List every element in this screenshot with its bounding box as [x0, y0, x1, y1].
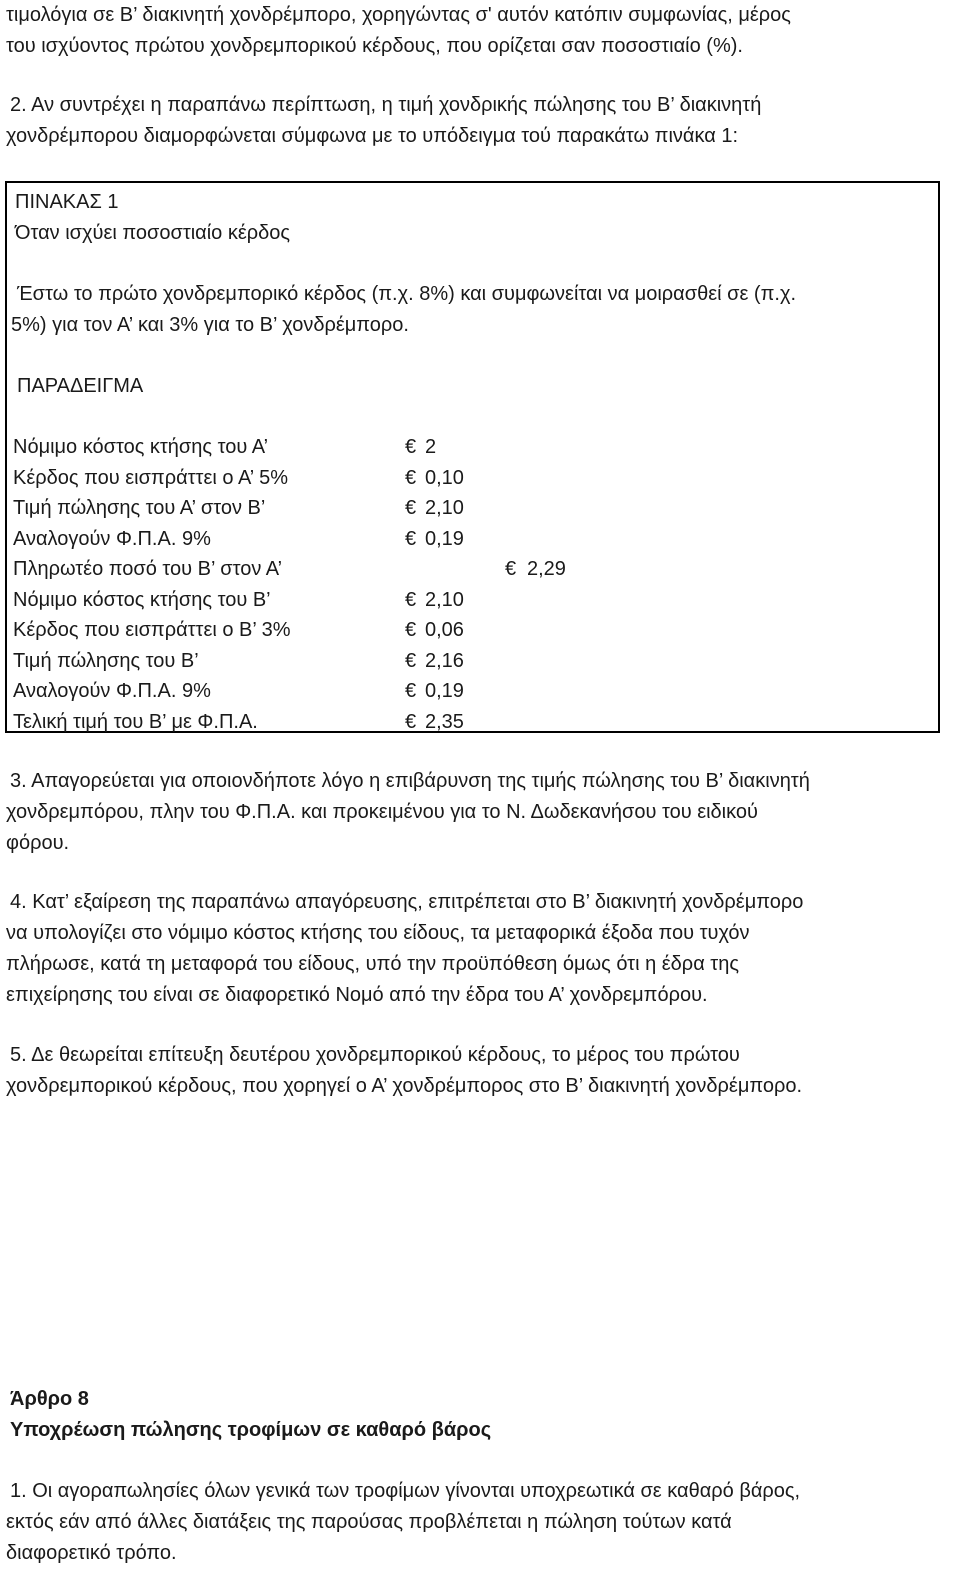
example-line: 5%) για τον Α’ και 3% για το Β’ χονδρέμπορο. — [11, 314, 409, 336]
table-row — [13, 463, 913, 494]
euro-icon: € — [405, 497, 417, 519]
example-line: Έστω το πρώτο χονδρεμπορικό κέρδος (π.χ. 8%) και συμφωνείται να μοιρασθεί σε (π.χ. — [17, 283, 797, 305]
euro-icon: € — [405, 588, 417, 611]
table-row — [13, 585, 913, 616]
example-heading: ΠΑΡΑΔΕΙΓΜΑ — [17, 375, 144, 397]
paragraph-line: διαφορετικό τρόπο. — [6, 1542, 177, 1564]
row-label: Αναλογούν Φ.Π.Α. 9% — [13, 680, 211, 702]
table-row — [13, 615, 913, 646]
row-label: Νόμιμο κόστος κτήσης του Α’ — [13, 436, 269, 458]
table-subtitle: Όταν ισχύει ποσοστιαίο κέρδος — [15, 222, 291, 244]
intro-line: του ισχύοντος πρώτου χονδρεμπορικού κέρδους, που ορίζεται σαν ποσοστιαίο (%). — [6, 35, 743, 57]
paragraph-3 — [6, 766, 946, 859]
article-title: Υποχρέωση πώλησης τροφίμων σε καθαρό βάρος — [10, 1419, 492, 1441]
euro-icon: € — [505, 558, 517, 580]
paragraph-line: χονδρεμπόρου, πλην του Φ.Π.Α. και προκειμένου για το Ν. Δωδεκανήσου του ειδικού — [6, 801, 758, 823]
euro-icon: € — [405, 436, 417, 458]
row-amount: 2,29 — [527, 558, 566, 580]
paragraph-line: 5. Δε θεωρείται επίτευξη δευτέρου χονδρεμπορικού κέρδους, το μέρος του πρώτου — [10, 1044, 740, 1066]
row-label: Τιμή πώλησης του Β’ — [13, 649, 199, 672]
table-row — [13, 524, 913, 555]
table-title: ΠΙΝΑΚΑΣ 1 — [15, 191, 119, 213]
row-label: Τελική τιμή του Β’ με Φ.Π.Α. — [13, 710, 258, 733]
table-row — [13, 432, 913, 463]
table-row — [13, 676, 913, 707]
euro-icon: € — [405, 619, 417, 641]
euro-icon: € — [405, 527, 417, 550]
table-row — [13, 493, 913, 524]
row-label: Τιμή πώλησης του Α’ στον Β’ — [13, 497, 266, 519]
paragraph-line: φόρου. — [6, 832, 70, 854]
paragraph-line: να υπολογίζει στο νόμιμο κόστος κτήσης του είδους, τα μεταφορικά έξοδα που τυχόν — [6, 922, 750, 944]
row-label: Κέρδος που εισπράττει ο Α’ 5% — [13, 466, 288, 489]
paragraph-line: 1. Οι αγοραπωλησίες όλων γενικά των τροφίμων γίνονται υποχρεωτικά σε καθαρό βάρος, — [10, 1480, 801, 1502]
table-row — [13, 707, 913, 738]
row-amount: 0,06 — [425, 619, 464, 641]
row-amount: 0,19 — [425, 527, 464, 550]
row-amount: 0,10 — [425, 466, 464, 489]
row-label: Νόμιμο κόστος κτήσης του Β’ — [13, 588, 271, 611]
row-label: Πληρωτέο ποσό του Β’ στον Α’ — [13, 558, 283, 580]
euro-icon: € — [405, 649, 417, 672]
table-row — [13, 554, 913, 585]
euro-icon: € — [405, 710, 417, 733]
paragraph-4 — [6, 887, 946, 1011]
paragraph-line: χονδρεμπορικού κέρδους, που χορηγεί ο Α’ χονδρέμπορος στο Β’ διακινητή χονδρέμπορο. — [6, 1075, 803, 1097]
euro-icon: € — [405, 466, 417, 489]
paragraph-5 — [6, 1040, 946, 1102]
intro-paragraph — [6, 0, 946, 62]
row-amount: 2,35 — [425, 710, 464, 733]
paragraph-line: 2. Αν συντρέχει η παραπάνω περίπτωση, η τιμή χονδρικής πώλησης του Β’ διακινητή — [10, 94, 762, 116]
article-heading — [10, 1384, 950, 1446]
euro-icon: € — [405, 680, 417, 702]
intro-line: τιμολόγια σε Β’ διακινητή χονδρέμπορο, χορηγώντας σ' αυτόν κατόπιν συμφωνίας, μέρος — [6, 4, 791, 26]
row-amount: 2,10 — [425, 588, 464, 611]
row-amount: 2 — [425, 436, 437, 458]
paragraph-line: εκτός εάν από άλλες διατάξεις της παρούσας προβλέπεται η πώληση τούτων κατά — [6, 1511, 732, 1533]
article-paragraph-1 — [6, 1476, 946, 1569]
row-amount: 0,19 — [425, 680, 464, 702]
table-1-box — [5, 181, 940, 733]
row-label: Κέρδος που εισπράττει ο Β’ 3% — [13, 619, 291, 641]
article-number: Άρθρο 8 — [10, 1388, 89, 1410]
paragraph-2 — [6, 90, 946, 152]
row-label: Αναλογούν Φ.Π.Α. 9% — [13, 527, 211, 550]
paragraph-line: χονδρέμπορου διαμορφώνεται σύμφωνα με το υπόδειγμα τού παρακάτω πινάκα 1: — [6, 125, 739, 147]
paragraph-line: πλήρωσε, κατά τη μεταφορά του είδους, υπό την προϋπόθεση όμως ότι η έδρα της — [6, 953, 739, 975]
row-amount: 2,10 — [425, 497, 464, 519]
paragraph-line: 3. Απαγορεύεται για οποιονδήποτε λόγο η επιβάρυνση της τιμής πώλησης του Β’ διακινητή — [10, 770, 810, 792]
paragraph-line: επιχείρησης του είναι σε διαφορετικό Νομό από την έδρα του Α’ χονδρεμπόρου. — [6, 984, 708, 1006]
paragraph-line: 4. Κατ’ εξαίρεση της παραπάνω απαγόρευσης, επιτρέπεται στο Β’ διακινητή χονδρέμπορο — [10, 891, 804, 913]
row-amount: 2,16 — [425, 649, 464, 672]
table-row — [13, 646, 913, 677]
